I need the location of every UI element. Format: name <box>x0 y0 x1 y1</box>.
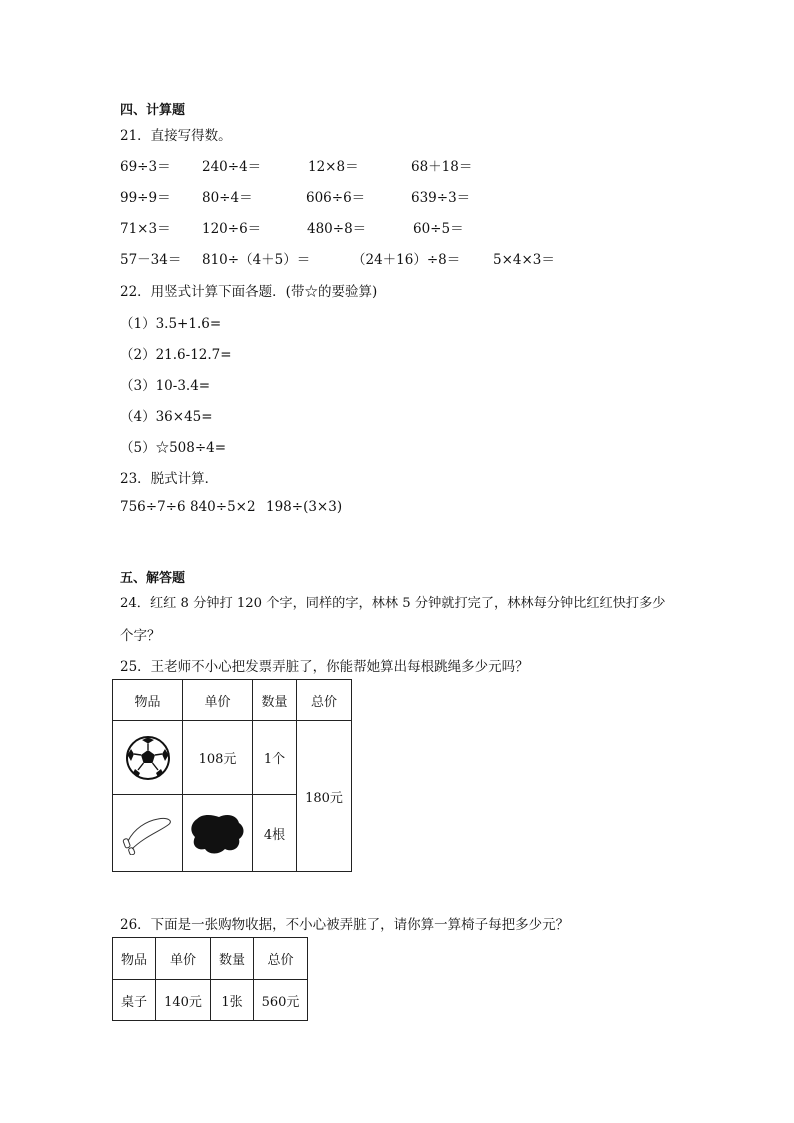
q26-table <box>112 937 308 1021</box>
soccer-ball-icon <box>125 735 171 781</box>
q25-header-qty: 数量 <box>253 680 297 721</box>
q26-header-qty: 数量 <box>211 938 254 980</box>
q21-item: 639÷3＝ <box>411 190 471 206</box>
q22-item: （3）10-3.4= <box>120 378 211 394</box>
section-4-title: 四、计算题 <box>120 103 186 118</box>
q21-item: 480÷8＝ <box>307 221 367 237</box>
q26-cell-item: 桌子 <box>113 980 156 1021</box>
q26-header-item: 物品 <box>113 938 156 980</box>
q21-item: 5×4×3＝ <box>493 252 555 268</box>
q26-cell-price: 140元 <box>156 980 211 1021</box>
q21-item: 60÷5＝ <box>413 221 464 237</box>
q22-item: （4）36×45= <box>120 409 213 425</box>
q21-item: 68＋18＝ <box>411 159 473 175</box>
q25-header-item: 物品 <box>113 680 183 721</box>
q24-line-2: 个字？ <box>120 628 161 644</box>
q21-item: 57－34＝ <box>120 252 182 268</box>
q23-item: 840÷5×2 <box>190 499 256 515</box>
jump-rope-icon <box>120 811 176 855</box>
q25-header-price: 单价 <box>183 680 253 721</box>
q21-item: 240÷4＝ <box>202 159 262 175</box>
q21-item: 99÷9＝ <box>120 190 171 206</box>
q26-cell-qty: 1张 <box>211 980 254 1021</box>
q21-item: 71×3＝ <box>120 221 171 237</box>
q22-item: （5）☆508÷4= <box>120 440 227 456</box>
q26-header-total: 总价 <box>254 938 308 980</box>
q26-header-price: 单价 <box>156 938 211 980</box>
q25-rope-qty: 4根 <box>253 795 297 872</box>
q25-ball-price: 108元 <box>183 721 253 795</box>
q21-item: （24＋16）÷8＝ <box>352 252 461 268</box>
q21-item: 120÷6＝ <box>202 221 262 237</box>
soccer-ball-image <box>113 721 183 795</box>
q21-item: 606÷6＝ <box>306 190 366 206</box>
ink-stain-image <box>183 795 253 872</box>
q21-item: 810÷（4＋5）＝ <box>202 252 311 268</box>
q22-item: （2）21.6-12.7= <box>120 347 232 363</box>
q25-header-total: 总价 <box>297 680 352 721</box>
q21-item: 69÷3＝ <box>120 159 171 175</box>
q25-total: 180元 <box>297 721 352 872</box>
q22-title: 22．用竖式计算下面各题．(带☆的要验算) <box>120 284 378 300</box>
q22-item: （1）3.5+1.6= <box>120 316 222 332</box>
q26-title: 26．下面是一张购物收据，不小心被弄脏了，请你算一算椅子每把多少元？ <box>120 917 570 933</box>
section-5-title: 五、解答题 <box>120 571 186 586</box>
q25-table <box>112 679 352 872</box>
q21-item: 80÷4＝ <box>202 190 253 206</box>
q23-item: 756÷7÷6 <box>120 499 186 515</box>
q26-cell-total: 560元 <box>254 980 308 1021</box>
ink-blot-icon <box>189 809 247 857</box>
q25-title: 25．王老师不小心把发票弄脏了，你能帮她算出每根跳绳多少元吗？ <box>120 659 529 675</box>
q23-title: 23．脱式计算． <box>120 471 219 487</box>
q24-line-1: 24．红红 8 分钟打 120 个字，同样的字，林林 5 分钟就打完了，林林每分钟比红红快打多少 <box>120 596 666 611</box>
q21-item: 12×8＝ <box>308 159 359 175</box>
q25-ball-qty: 1个 <box>253 721 297 795</box>
q21-title: 21．直接写得数。 <box>120 128 232 144</box>
q23-item: 198÷(3×3) <box>266 499 343 515</box>
jump-rope-image <box>113 795 183 872</box>
